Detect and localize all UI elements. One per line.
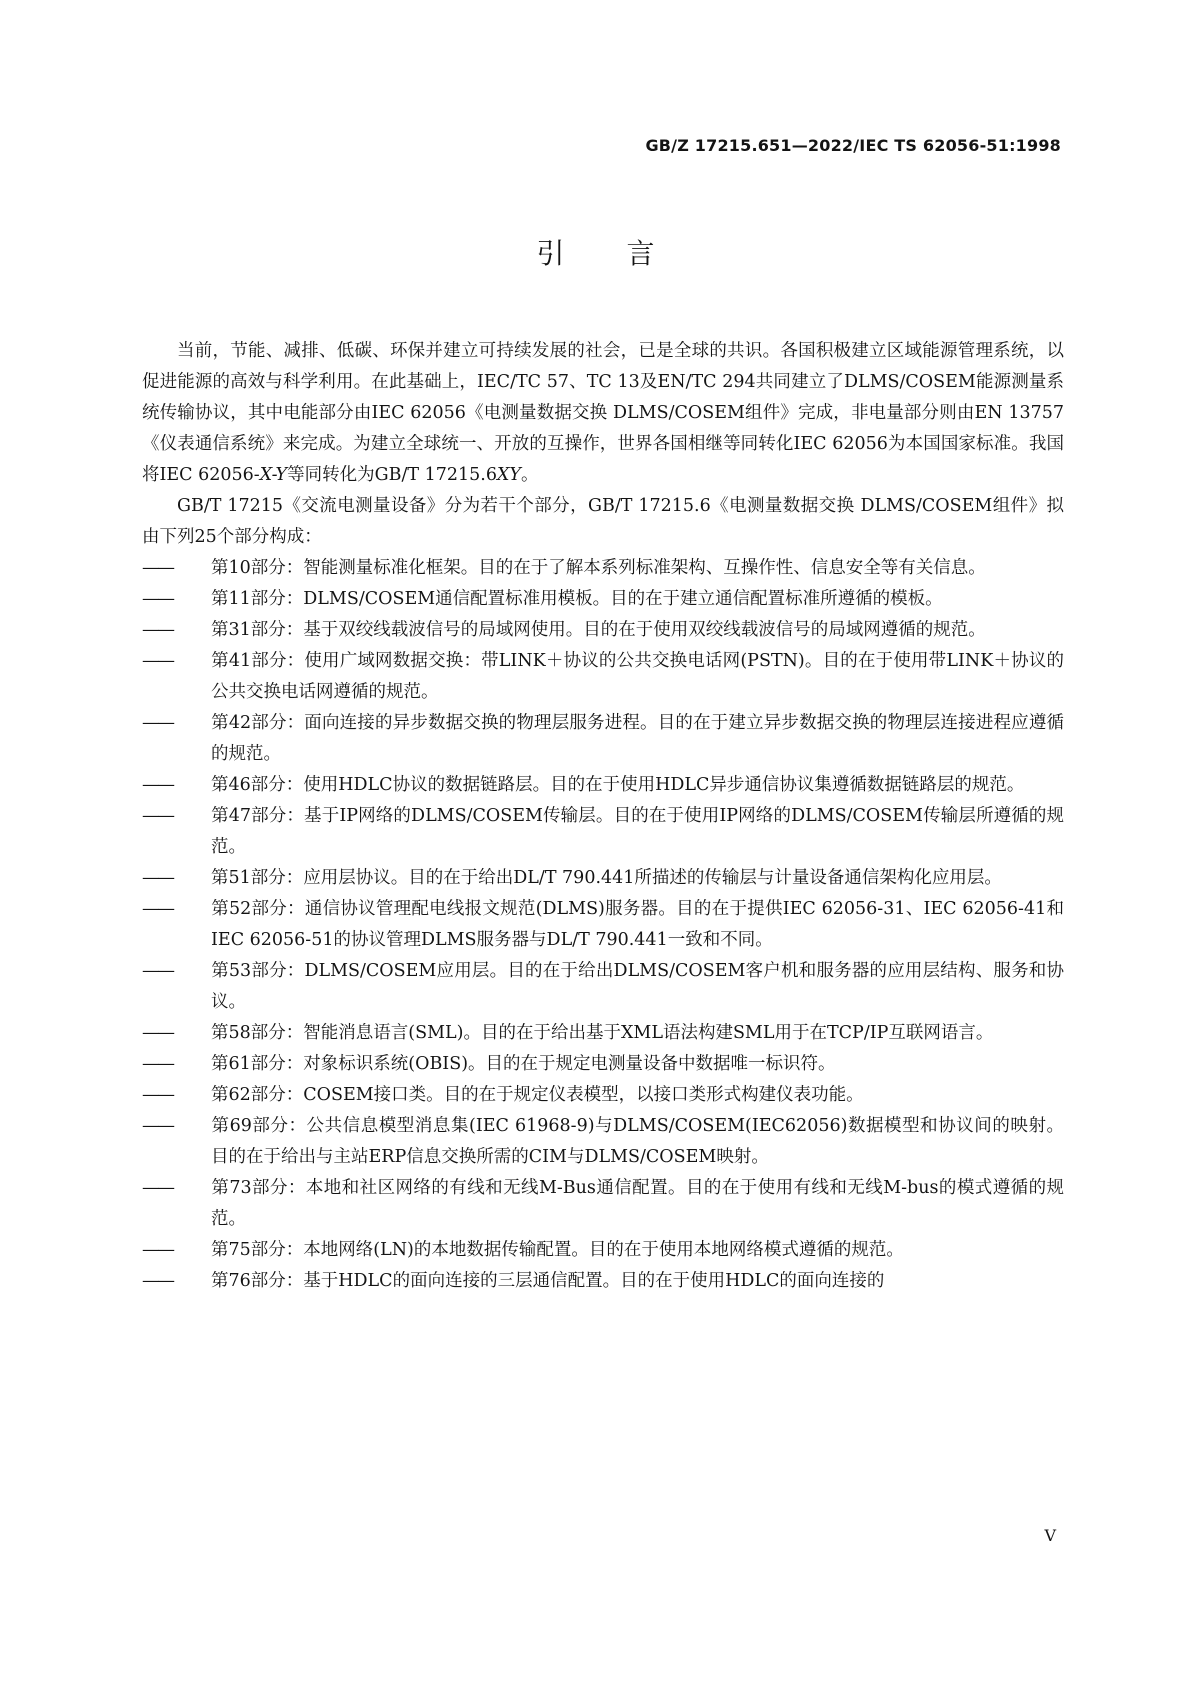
list-item [142,956,1064,1018]
list-item-text: 第76部分：基于HDLC的面向连接的三层通信配置。目的在于使用HDLC的面向连接的 [211,1271,885,1291]
list-item [142,1173,1064,1235]
list-item-text: 第52部分：通信协议管理配电线报文规范(DLMS)服务器。目的在于提供IEC 62056-31、IEC 62056-41和IEC 62056-51的协议管理DLMS服务器与DL/T 790.441一致和不同。 [211,899,1064,950]
dash-marker: —— [142,651,173,671]
list-item-text: 第75部分：本地网络(LN)的本地数据传输配置。目的在于使用本地网络模式遵循的规范。 [211,1240,904,1260]
list-item [142,1111,1064,1173]
dash-marker: —— [142,620,173,640]
intro-xy2-italic: XY [496,465,521,485]
dash-marker: —— [142,961,173,981]
standard-code-header: GB/Z 17215.651—2022/IEC TS 62056-51:1998 [645,136,1061,155]
list-item-text: 第46部分：使用HDLC协议的数据链路层。目的在于使用HDLC异步通信协议集遵循数据链路层的规范。 [211,775,1025,795]
list-item [142,708,1064,770]
list-item [142,553,1064,584]
list-item [142,770,1064,801]
parts-list [142,553,1064,1297]
intro-paragraph [142,336,1064,491]
list-item [142,1018,1064,1049]
list-item-text: 第31部分：基于双绞线载波信号的局域网使用。目的在于使用双绞线载波信号的局域网遵循的规范。 [211,620,986,640]
list-item-text: 第61部分：对象标识系统(OBIS)。目的在于规定电测量设备中数据唯一标识符。 [211,1054,836,1074]
list-item-text: 第69部分：公共信息模型消息集(IEC 61968-9)与DLMS/COSEM(IEC62056)数据模型和协议间的映射。目的在于给出与主站ERP信息交换所需的CIM与DLMS/COSEM映射。 [211,1116,1064,1167]
dash-marker: —— [142,899,173,919]
dash-marker: —— [142,775,173,795]
list-item [142,894,1064,956]
document-body [142,336,1064,1297]
intro-xy-italic: X-Y [259,465,288,485]
intro-text-a: 当前，节能、减排、低碳、环保并建立可持续发展的社会，已是全球的共识。各国积极建立区域能源管理系统，以促进能源的高效与科学利用。在此基础上，IEC/TC 57、TC 13及EN/TC 294共同建立了DLMS/COSEM能源测量系统传输协议，其中电能部分由IEC 62056《电测量数据交换 DLMS/COSEM组件》完成，非电量部分则由EN 13757《仪表通信系统》来完成。为建立全球统一、开放的互操作，世界各国相继等同转化IEC 62056为本国国家标准。我国将IEC 62056- [142,341,1064,485]
dash-marker: —— [142,1085,173,1105]
list-item [142,615,1064,646]
list-item [142,863,1064,894]
parts-intro-paragraph: GB/T 17215《交流电测量设备》分为若干个部分，GB/T 17215.6《电测量数据交换 DLMS/COSEM组件》拟由下列25个部分构成： [142,496,1064,547]
list-item-text: 第11部分：DLMS/COSEM通信配置标准用模板。目的在于建立通信配置标准所遵循的模板。 [211,589,943,609]
dash-marker: —— [142,589,173,609]
dash-marker: —— [142,806,173,826]
intro-text-b: 等同转化为GB/T 17215.6 [287,465,497,485]
dash-marker: —— [142,1240,173,1260]
list-item-text: 第62部分：COSEM接口类。目的在于规定仪表模型，以接口类形式构建仪表功能。 [211,1085,864,1105]
list-item [142,1235,1064,1266]
list-item-text: 第58部分：智能消息语言(SML)。目的在于给出基于XML语法构建SML用于在TCP/IP互联网语言。 [211,1023,994,1043]
dash-marker: —— [142,1178,173,1198]
list-item-text: 第47部分：基于IP网络的DLMS/COSEM传输层。目的在于使用IP网络的DLMS/COSEM传输层所遵循的规范。 [211,806,1064,857]
list-item [142,1049,1064,1080]
list-item [142,801,1064,863]
list-item [142,646,1064,708]
list-item-text: 第51部分：应用层协议。目的在于给出DL/T 790.441所描述的传输层与计量设备通信架构化应用层。 [211,868,1002,888]
dash-marker: —— [142,868,173,888]
list-item [142,1080,1064,1111]
dash-marker: —— [142,1054,173,1074]
dash-marker: —— [142,558,173,578]
page-number: V [1044,1526,1056,1545]
dash-marker: —— [142,1023,173,1043]
list-item [142,584,1064,615]
list-item-text: 第41部分：使用广域网数据交换：带LINK＋协议的公共交换电话网(PSTN)。目的在于使用带LINK＋协议的公共交换电话网遵循的规范。 [211,651,1064,702]
intro-text-c: 。 [520,465,539,485]
dash-marker: —— [142,1116,173,1136]
dash-marker: —— [142,1271,173,1291]
list-item [142,1266,1064,1297]
list-item-text: 第73部分：本地和社区网络的有线和无线M-Bus通信配置。目的在于使用有线和无线M-bus的模式遵循的规范。 [211,1178,1064,1229]
page-title: 引言 [536,237,717,270]
dash-marker: —— [142,713,173,733]
list-item-text: 第42部分：面向连接的异步数据交换的物理层服务进程。目的在于建立异步数据交换的物理层连接进程应遵循的规范。 [211,713,1064,764]
list-item-text: 第10部分：智能测量标准化框架。目的在于了解本系列标准架构、互操作性、信息安全等有关信息。 [211,558,986,578]
list-item-text: 第53部分：DLMS/COSEM应用层。目的在于给出DLMS/COSEM客户机和服务器的应用层结构、服务和协议。 [211,961,1064,1012]
